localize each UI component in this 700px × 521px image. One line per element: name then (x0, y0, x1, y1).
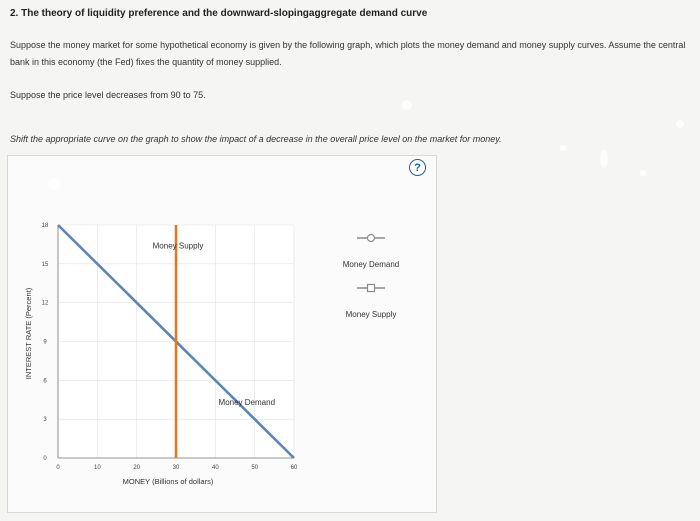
question-title: 2. The theory of liquidity preference and the downward-slopingaggregate demand curve (10, 8, 428, 19)
y-tick-label: 9 (43, 339, 47, 346)
glare (402, 100, 412, 110)
money-supply-legend-label: Money Supply (345, 310, 397, 319)
y-tick-label: 18 (41, 223, 49, 229)
x-axis-label: MONEY (Billions of dollars) (122, 477, 214, 486)
money-demand-label: Money Demand (218, 397, 276, 407)
money-supply-legend-marker[interactable] (368, 285, 375, 292)
y-tick-label: 3 (43, 417, 47, 424)
question-paragraph-1: Suppose the money market for some hypothetical economy is given by the following graph, which plots the money demand and money supply curves. Assume the central bank in this economy (the Fed) fixes the quantity of money supplied. (10, 40, 686, 67)
glare (48, 178, 60, 190)
y-tick-label: 0 (43, 456, 47, 462)
y-tick-label: 12 (41, 300, 49, 307)
x-tick-label: 10 (93, 465, 101, 471)
question-instruction: Shift the appropriate curve on the graph to show the impact of a decrease in the overall price level on the market for money. (10, 134, 502, 144)
x-tick-label: 0 (56, 465, 60, 471)
legend (343, 235, 399, 320)
help-icon[interactable]: ? (409, 159, 426, 176)
glare (600, 150, 608, 168)
glare (676, 120, 684, 128)
money-supply-label: Money Supply (152, 241, 204, 251)
money-demand-legend-marker[interactable] (368, 235, 375, 242)
x-tick-label: 60 (290, 465, 298, 471)
glare (640, 170, 646, 176)
glare (560, 145, 566, 151)
money-demand-legend-label: Money Demand (342, 260, 400, 269)
y-tick-label: 15 (41, 261, 49, 268)
x-tick-label: 30 (172, 465, 180, 471)
question-paragraph-2: Suppose the price level decreases from 90 to 75. (10, 90, 206, 100)
y-axis-label: INTEREST RATE (Percent) (24, 287, 33, 380)
x-tick-label: 20 (133, 465, 141, 471)
x-tick-label: 40 (211, 465, 219, 471)
y-tick-label: 6 (43, 378, 47, 385)
x-tick-label: 50 (251, 465, 259, 471)
